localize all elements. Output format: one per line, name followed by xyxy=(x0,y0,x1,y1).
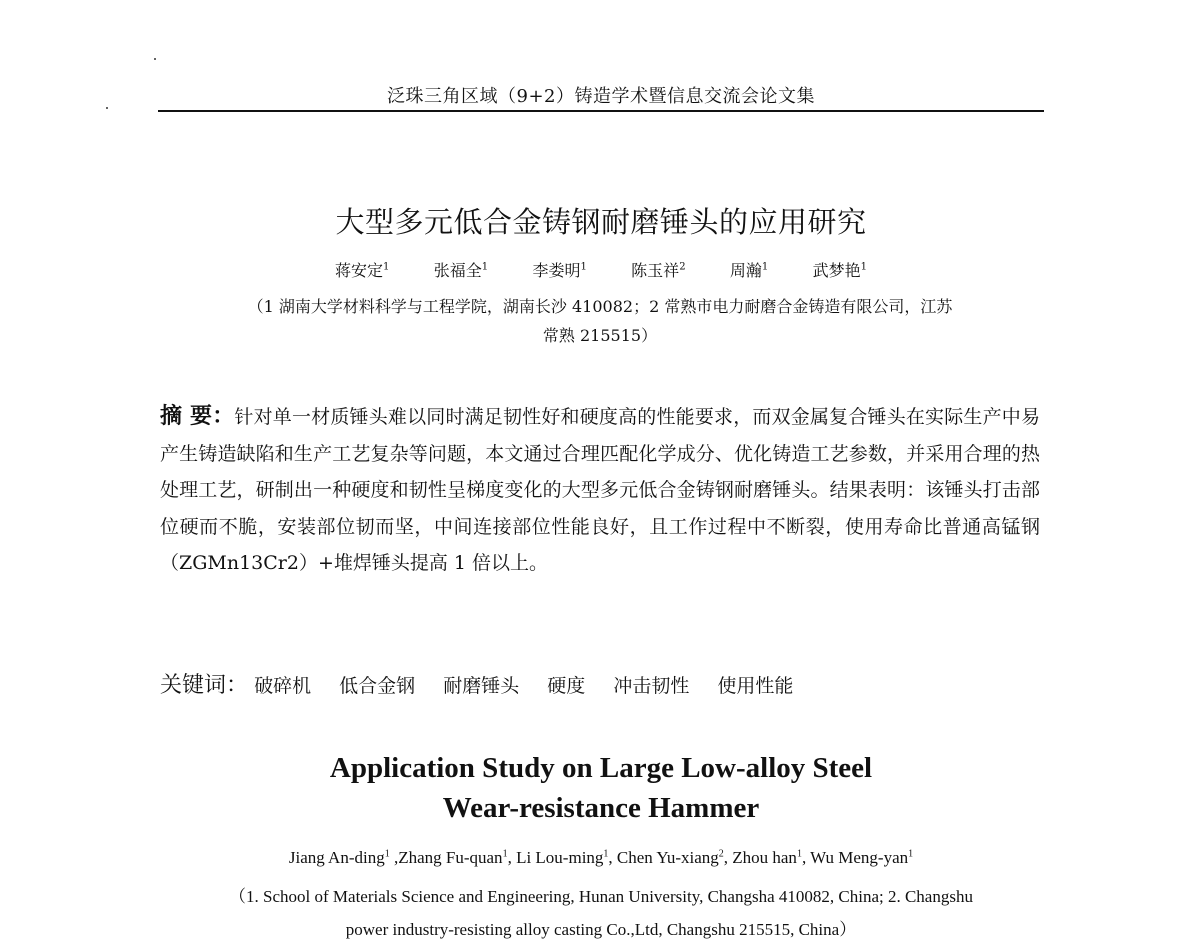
scan-speck xyxy=(154,58,156,60)
keyword: 使用性能 xyxy=(717,675,794,697)
author: Chen Yu-xiang$^2$, xyxy=(616,848,733,867)
author: 武梦艳$^1$ xyxy=(812,261,868,280)
english-affiliation xyxy=(158,880,1044,946)
english-title-line: Application Study on Large Low-alloy Steel xyxy=(329,752,873,784)
chinese-title: 大型多元低合金铸钢耐磨锤头的应用研究 xyxy=(335,205,867,239)
author: Jiang An-ding$^1$ , xyxy=(288,848,399,867)
keyword: 低合金钢 xyxy=(339,675,416,697)
abstract-text: 针对单一材质锤头难以同时满足韧性好和硬度高的性能要求，而双金属复合锤头在实际生产中易产生铸造缺陷和生产工艺复杂等问题，本文通过合理匹配化学成分、优化铸造工艺参数，并采用合理的热处理工艺，研制出一种硬度和韧性呈梯度变化的大型多元低合金铸钢耐磨锤头。结果表明：该锤头打击部位硬而不脆，安装部位韧而坚，中间连接部位性能良好，且工作过程中不断裂，使用寿命比普通高锰钢（ZGMn13Cr2）+堆焊锤头提高 1 倍以上。 xyxy=(160,406,1040,574)
keyword: 耐磨锤头 xyxy=(443,675,520,697)
affiliation-line: 常熟 215515） xyxy=(542,326,658,345)
chinese-affiliation xyxy=(160,292,1040,350)
chinese-authors xyxy=(158,258,1044,281)
affiliation-line: power industry-resisting alloy casting Co.,Ltd, Changshu 215515, China） xyxy=(345,920,857,939)
keywords-label: 关键词： xyxy=(160,673,249,698)
author: Wu Meng-yan$^1$ xyxy=(810,848,914,867)
running-header: 泛珠三角区域（9+2）铸造学术暨信息交流会论文集 xyxy=(387,86,815,107)
affiliation-line: （1 湖南大学材料科学与工程学院，湖南长沙 410082；2 常熟市电力耐磨合金铸造有限公司，江苏 xyxy=(247,297,953,316)
abstract-label: 摘 要： xyxy=(160,403,235,429)
abstract xyxy=(160,398,1040,582)
author: 陈玉祥$^2$ xyxy=(631,261,686,280)
keyword: 冲击韧性 xyxy=(613,675,690,697)
scan-speck xyxy=(106,107,108,109)
english-title-line: Wear-resistance Hammer xyxy=(442,792,760,824)
author: 张福全$^1$ xyxy=(433,261,489,280)
author: Li Lou-ming$^1$, xyxy=(516,848,617,867)
author: Zhou han$^1$, xyxy=(732,848,811,867)
author: Zhang Fu-quan$^1$, xyxy=(398,848,517,867)
keywords xyxy=(160,668,1040,699)
keyword: 破碎机 xyxy=(254,675,312,697)
author: 李娄明$^1$ xyxy=(532,261,587,280)
keyword: 硬度 xyxy=(547,675,586,697)
english-title xyxy=(158,748,1044,828)
author: 周瀚$^1$ xyxy=(729,261,769,280)
affiliation-line: （1. School of Materials Science and Engineering, Hunan University, Changsha 410082, China; 2. Changshu xyxy=(229,887,973,906)
author: 蒋安定$^1$ xyxy=(334,261,390,280)
english-authors xyxy=(158,848,1044,868)
header-rule xyxy=(158,110,1044,112)
